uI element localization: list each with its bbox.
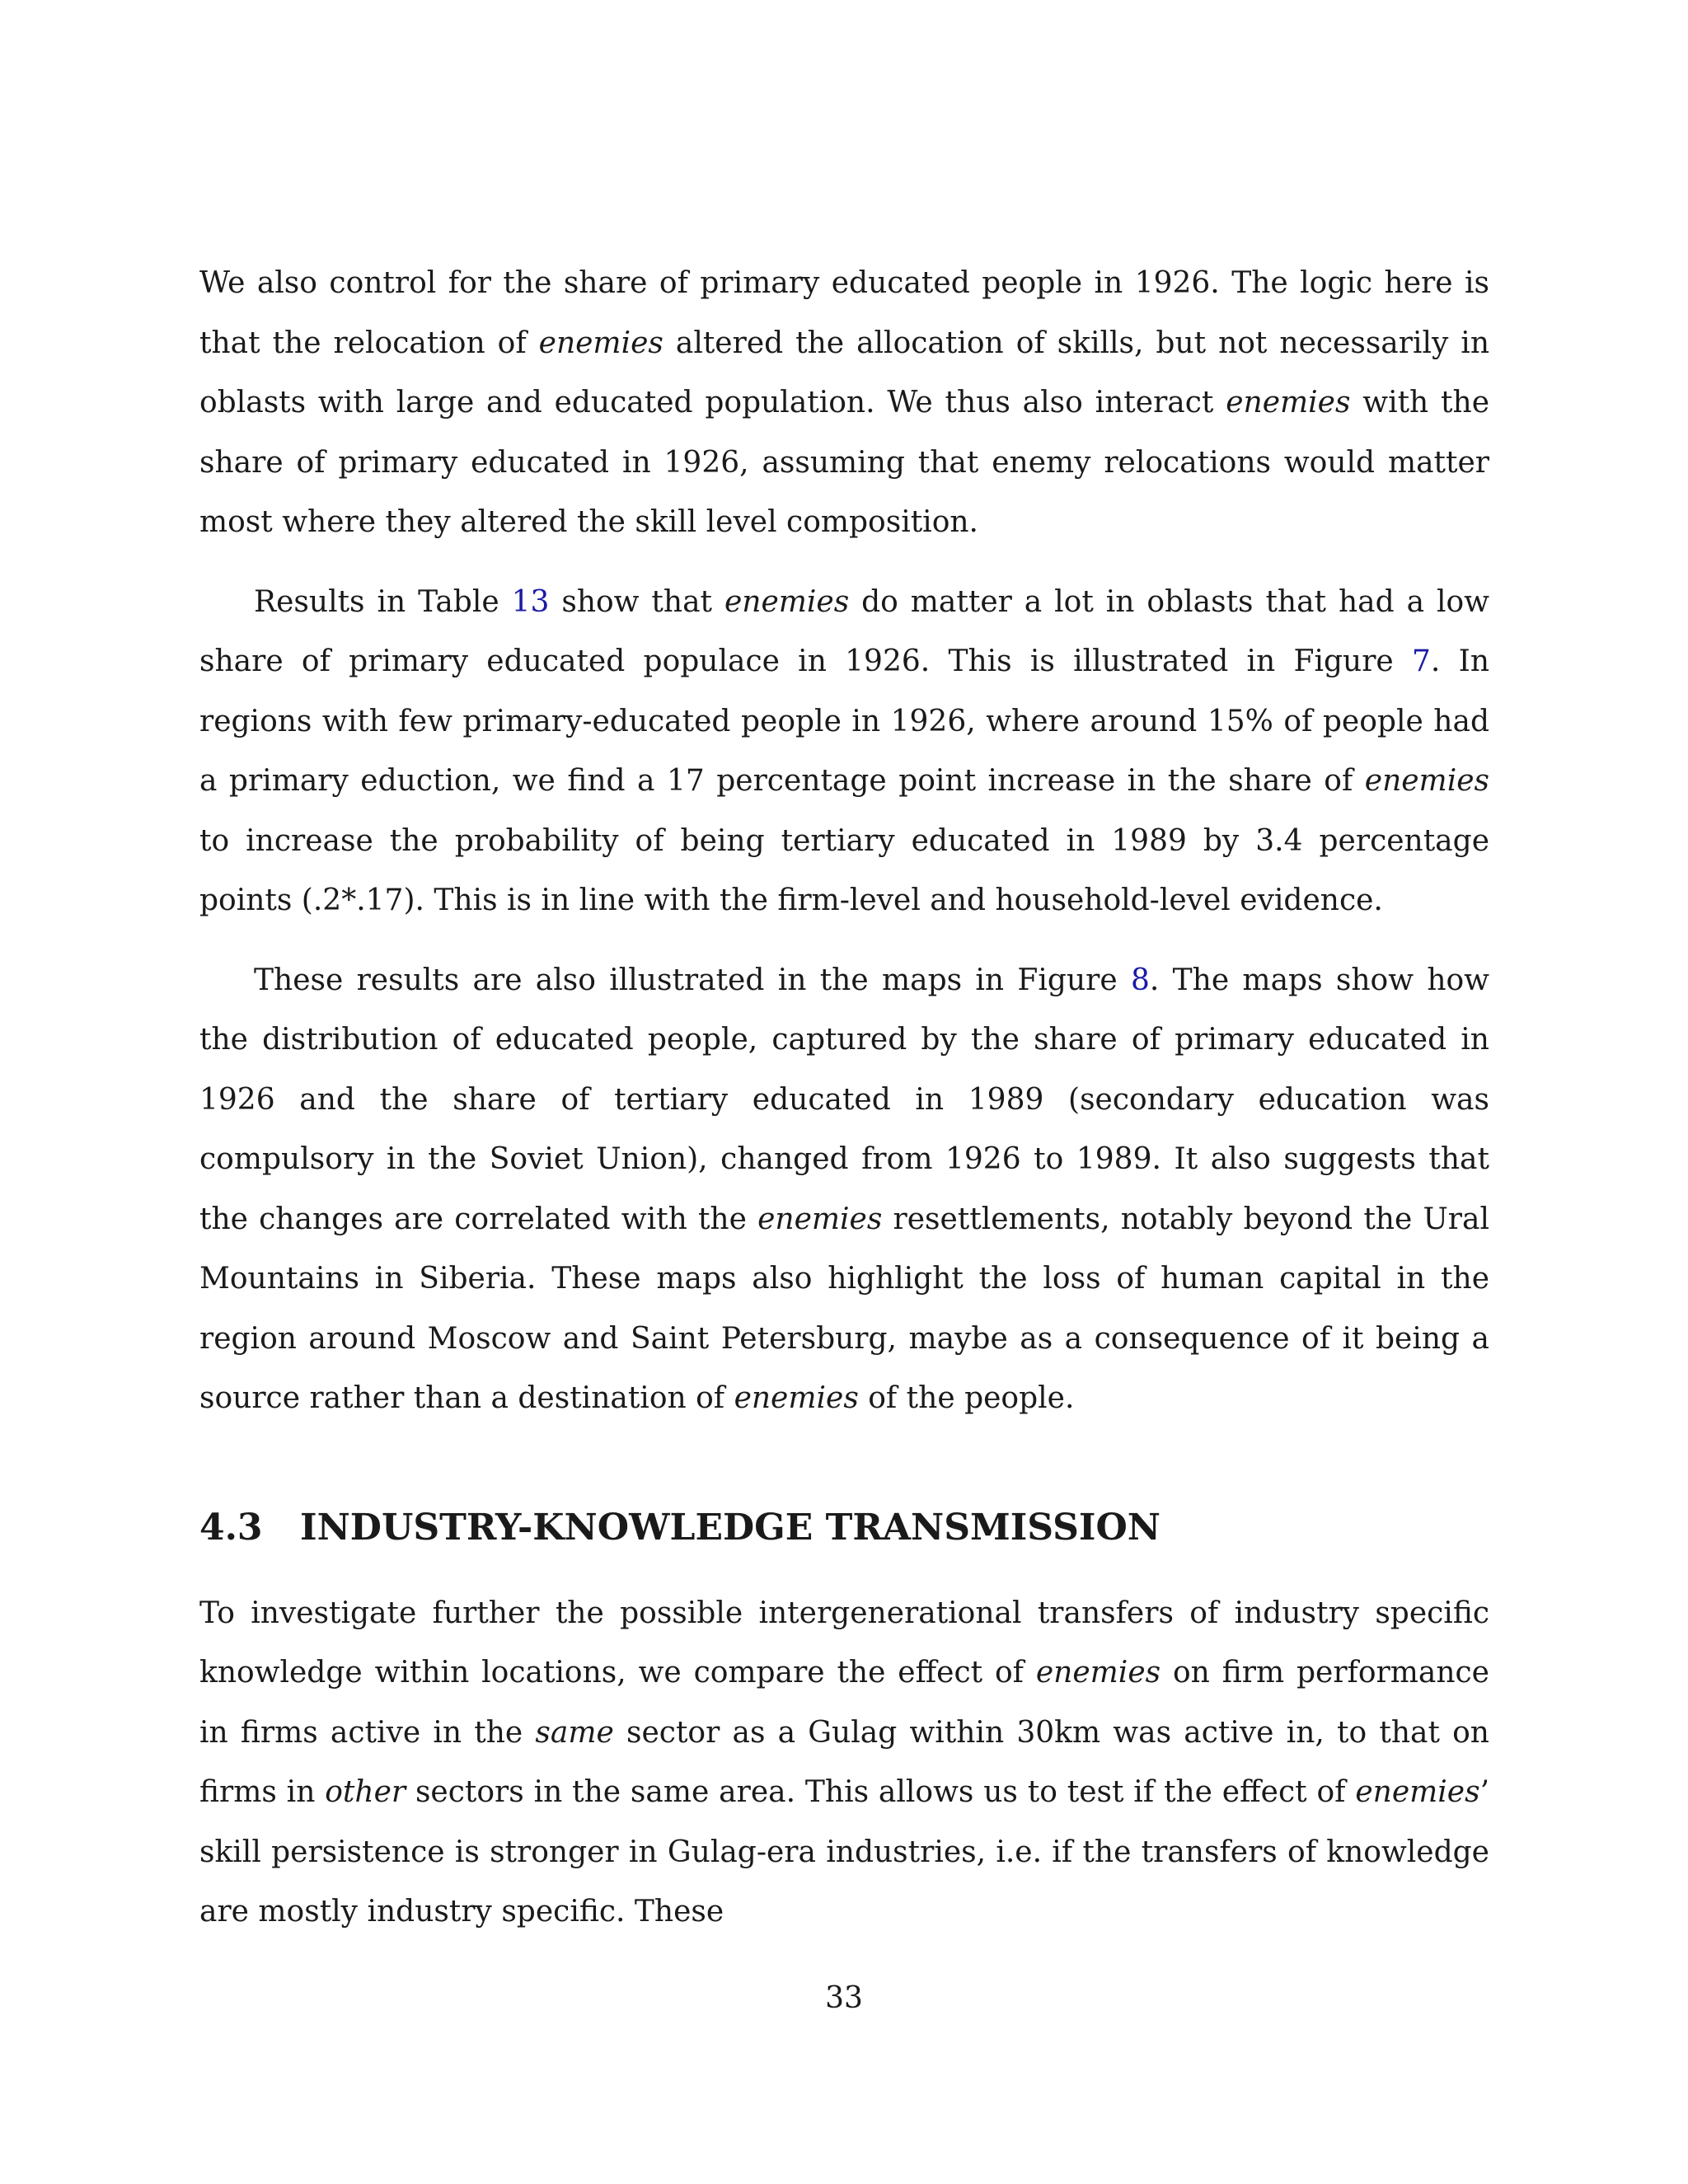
section-heading <box>199 1503 1489 1553</box>
text-run: to increase the probability of being tertiary educated in 1989 by 3.4 percentage points (.2*.17). This is in line with the firm-level and household-level evidence. <box>199 823 1489 917</box>
italic-term: enemies <box>724 584 850 619</box>
text-run: We also control for the share of primary educated people in 1926. The logic here is that the relocation of <box>199 266 1489 360</box>
text-run: altered the allocation of skills, but not necessarily in oblasts with large and educated population. We thus also interact <box>199 326 1490 419</box>
italic-term: same <box>535 1715 614 1750</box>
figure-8-link[interactable]: 8 <box>1130 963 1150 997</box>
page-number: 33 <box>825 1981 863 2015</box>
text-run: on firm performance in firms active in the <box>199 1656 1489 1750</box>
italic-term: enemies <box>734 1381 859 1415</box>
text-run: . In regions with few primary-educated people in 1926, where around 15% of people had a primary eduction, we find a 17 percentage point increase in the share of <box>199 644 1490 798</box>
text-run: resettlements, notably beyond the Ural Mountains in Siberia. These maps also highlight the loss of human capital in the region around Moscow and Saint Petersburg, maybe as a consequence of it being a source rather than a destination of <box>199 1202 1489 1415</box>
paragraph-industry-knowledge <box>199 1584 1489 1943</box>
paragraph-maps <box>199 951 1489 1429</box>
text-run: sector as a Gulag within 30km was active in, to that on firms in <box>199 1715 1489 1809</box>
italic-term: enemies <box>757 1202 883 1236</box>
italic-term: other <box>325 1775 406 1809</box>
page-body <box>199 254 1489 1943</box>
text-run: These results are also illustrated in the maps in Figure <box>254 963 1131 997</box>
italic-term: enemies <box>1355 1775 1480 1809</box>
text-run: Results in Table <box>254 584 512 619</box>
text-run: with the share of primary educated in 1926, assuming that enemy relocations would matter most where they altered the skill level composition. <box>199 386 1489 539</box>
section-number: 4.3 <box>199 1506 263 1549</box>
italic-term: enemies <box>1226 386 1351 419</box>
paragraph-table-results <box>199 573 1489 931</box>
text-run: of the people. <box>858 1381 1075 1415</box>
italic-term: enemies <box>538 326 663 360</box>
text-run: ’ skill persistence is stronger in Gulag-era industries, i.e. if the transfers of knowledge are mostly industry specific. These <box>199 1775 1490 1929</box>
italic-term: enemies <box>1035 1656 1161 1690</box>
paragraph-control-primary-education <box>199 254 1489 553</box>
section-title: INDUSTRY-KNOWLEDGE TRANSMISSION <box>300 1506 1161 1549</box>
text-run: . The maps show how the distribution of educated people, captured by the share of primary educated in 1926 and the share of tertiary educated in 1989 (secondary education was compulsory in the Soviet Union), changed from 1926 to 1989. It also suggests that the changes are correlated with the <box>199 963 1489 1236</box>
italic-term: enemies <box>1364 764 1489 798</box>
table-13-link[interactable]: 13 <box>511 584 550 619</box>
text-run: do matter a lot in oblasts that had a low share of primary educated populace in 1926. This is illustrated in Figure <box>199 584 1489 678</box>
figure-7-link[interactable]: 7 <box>1412 644 1431 678</box>
text-run: sectors in the same area. This allows us to test if the effect of <box>406 1775 1356 1809</box>
text-run: To investigate further the possible intergenerational transfers of industry specific knowledge within locations, we compare the effect of <box>199 1596 1489 1690</box>
text-run: show that <box>549 584 724 619</box>
